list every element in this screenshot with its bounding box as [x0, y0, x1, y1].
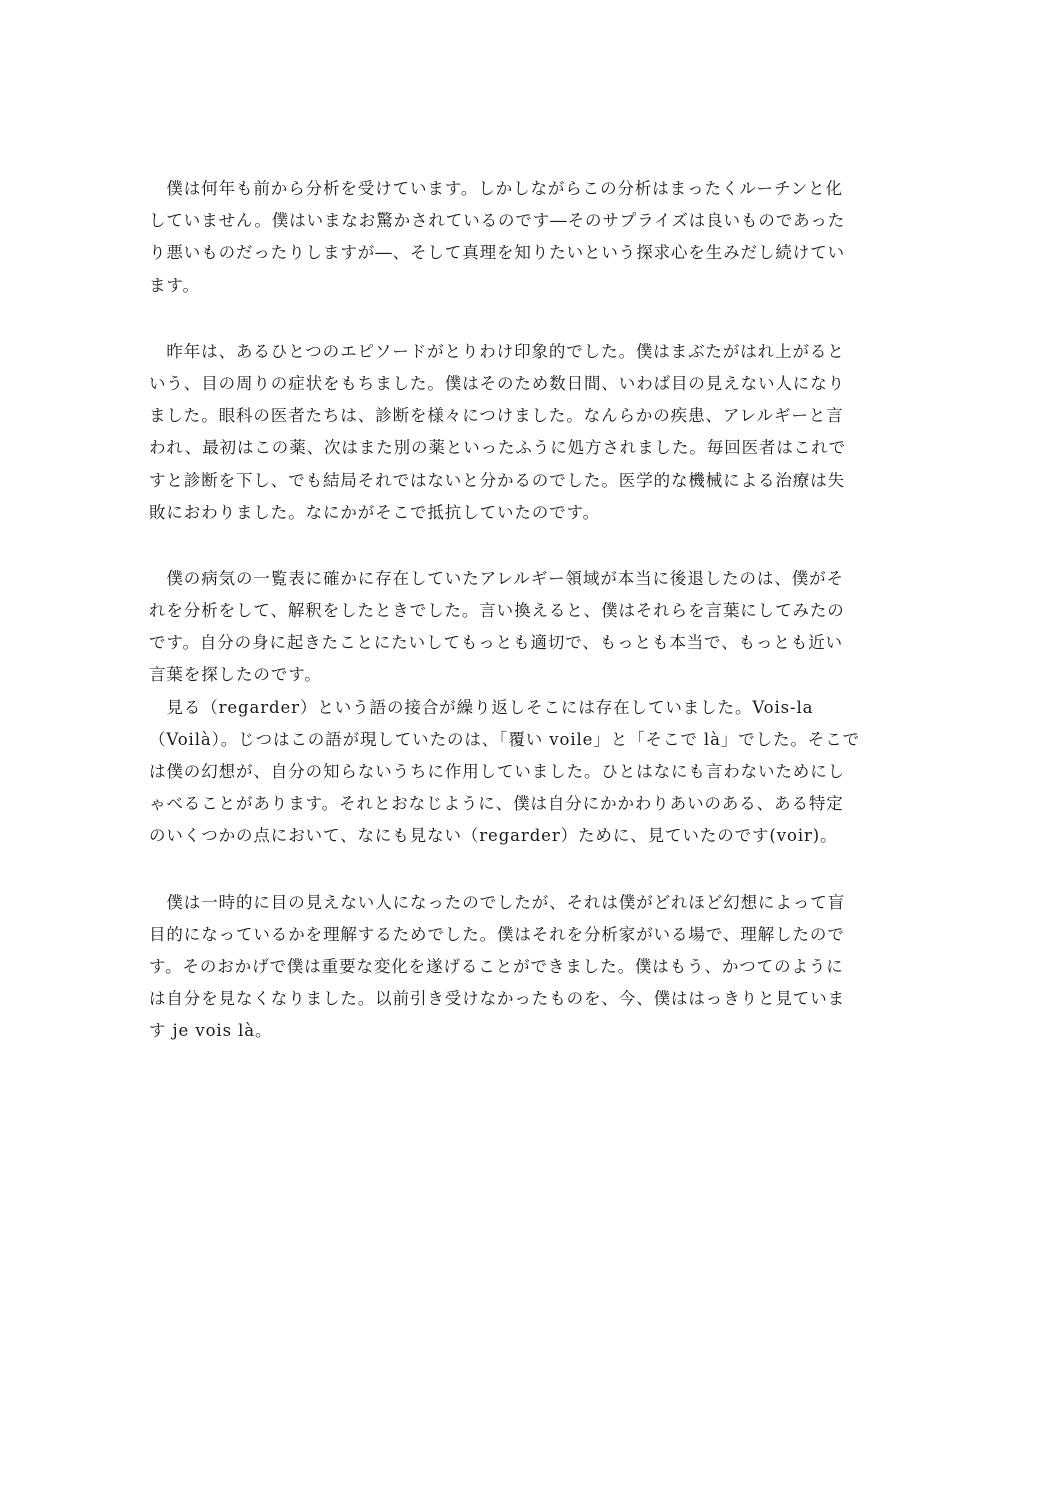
- text-line: 目的になっているかを理解するためでした。僕はそれを分析家がいる場で、理解したので: [149, 924, 845, 944]
- document-body: [149, 173, 901, 1048]
- text-line: れを分析をして、解釈をしたときでした。言い換えると、僕はそれらを言葉にしてみたの: [149, 601, 845, 621]
- text-line: （Voilà）。じつはこの語が現していたのは、「覆い voile」と「そこで là」でした。そこで: [149, 729, 861, 749]
- text-line: 僕は何年も前から分析を受けています。しかしながらこの分析はまったくルーチンと化: [149, 179, 843, 198]
- paragraph-3: [149, 563, 901, 853]
- text-line: す。そのおかげで僕は重要な変化を遂げることができました。僕はもう、かつてのように: [149, 956, 844, 976]
- text-line: 見る（regarder）という語の接合が繰り返しそこには存在していました。Vois-la: [149, 697, 814, 717]
- text-line: ゃべることがあります。それとおなじように、僕は自分にかかわりあいのある、ある特定: [149, 794, 844, 814]
- text-line: です。自分の身に起きたことにたいしてもっとも適切で、もっとも本当で、もっとも近い: [149, 633, 844, 653]
- paragraph-spacer: [149, 529, 901, 563]
- text-line: 昨年は、あるひとつのエピソードがとりわけ印象的でした。僕はまぶたがはれ上がると: [149, 341, 845, 361]
- text-line: すと診断を下し、でも結局それではないと分かるのでした。医学的な機械による治療は失: [149, 470, 845, 490]
- text-line: 僕の病気の一覧表に確かに存在していたアレルギー領域が本当に後退したのは、僕がそ: [149, 568, 844, 588]
- text-line: 言葉を探したのです。: [149, 665, 322, 685]
- text-line: ます。: [149, 275, 200, 295]
- text-line: われ、最初はこの薬、次はまた別の薬といったふうに処方されました。毎回医者はこれで: [149, 438, 846, 458]
- text-line: していません。僕はいまなお驚かされているのです―そのサプライズは良いものであった: [149, 211, 846, 231]
- text-line: 敗におわりました。なにかがそこで抵抗していたのです。: [149, 502, 601, 522]
- text-line: り悪いものだったりしますが―、そして真理を知りたいという探求心を生みだし続けてい: [149, 243, 845, 263]
- paragraph-spacer: [149, 853, 901, 887]
- text-line: は僕の幻想が、自分の知らないうちに作用していました。ひとはなにも言わないためにし: [149, 762, 845, 781]
- text-line: ました。眼科の医者たちは、診断を様々につけました。なんらかの疾患、アレルギーと言: [149, 406, 844, 426]
- text-line: 僕は一時的に目の見えない人になったのでしたが、それは僕がどれほど幻想によって盲: [149, 892, 845, 912]
- paragraph-spacer: [149, 302, 901, 336]
- text-line: のいくつかの点において、なにも見ない（regarder）ために、見ていたのです(voir)。: [149, 826, 838, 846]
- text-line: は自分を見なくなりました。以前引き受けなかったものを、今、僕ははっきりと見ていま: [149, 989, 845, 1009]
- text-line: いう、目の周りの症状をもちました。僕はそのため数日間、いわば目の見えない人になり: [149, 373, 845, 393]
- paragraph-2: [149, 336, 901, 529]
- text-line: す je vois là。: [149, 1021, 273, 1041]
- paragraph-1: [149, 173, 901, 302]
- paragraph-4: [149, 887, 901, 1048]
